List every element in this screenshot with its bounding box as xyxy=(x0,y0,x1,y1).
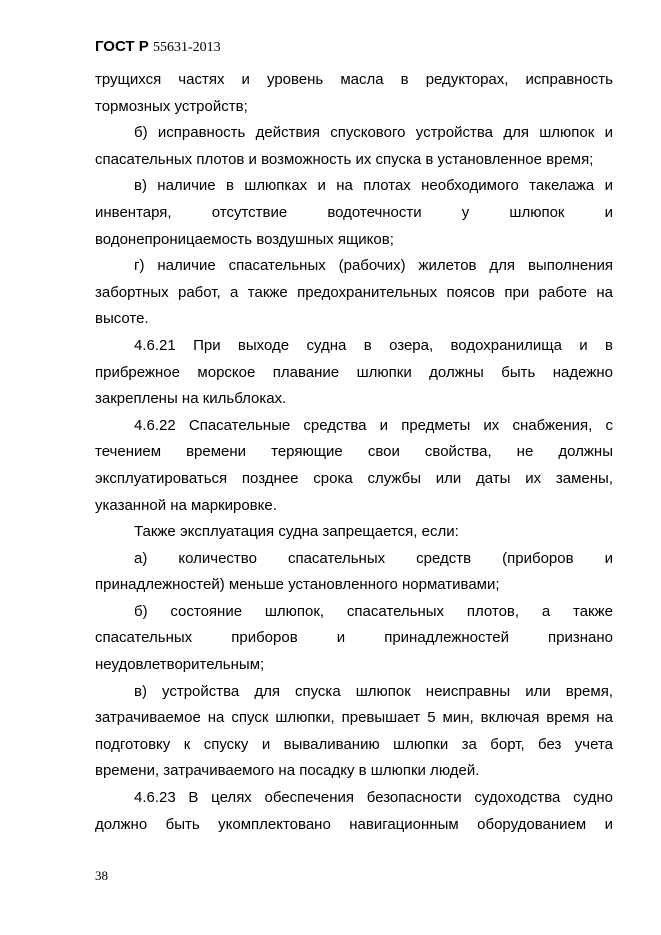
text-line: 4.6.22 Спасательные средства и предметы их снабжения, с xyxy=(134,416,613,434)
text-line: Также эксплуатация судна запрещается, если: xyxy=(134,523,459,541)
text-line: указанной на маркировке. xyxy=(95,496,277,514)
text-line: эксплуатироваться позднее срока службы или даты их замены, xyxy=(95,469,613,487)
text-line: трущихся частях и уровень масла в редукторах, исправность xyxy=(95,71,613,88)
text-line: г) наличие спасательных (рабочих) жилетов для выполнения xyxy=(134,257,613,275)
text-line: тормозных устройств; xyxy=(95,97,248,115)
text-line: инвентаря, отсутствие водотечности у шлюпок и xyxy=(95,203,613,221)
text-line: б) исправность действия спускового устройства для шлюпок и xyxy=(134,124,613,142)
text-line: неудовлетворительным; xyxy=(95,656,265,674)
text-line: должно быть укомплектовано навигационным оборудованием и xyxy=(95,815,613,833)
text-line: затрачиваемое на спуск шлюпки, превышает 5 мин, включая время на xyxy=(95,709,613,727)
text-line: б) состояние шлюпок, спасательных плотов, а также xyxy=(134,602,613,620)
text-line: закреплены на кильблоках. xyxy=(95,390,287,408)
text-line: в) наличие в шлюпках и на плотах необходимого такелажа и xyxy=(134,177,613,195)
text-line: а) количество спасательных средств (приборов и xyxy=(134,549,613,567)
text-line: спасательных приборов и принадлежностей признано xyxy=(95,629,613,647)
page-number: 38 xyxy=(95,868,108,883)
text-line: 4.6.23 В целях обеспечения безопасности судоходства судно xyxy=(134,789,613,807)
standard-number: 55631-2013 xyxy=(152,40,221,55)
text-line: времени, затрачиваемого на посадку в шлюпки людей. xyxy=(95,762,480,780)
text-line: прибрежное морское плавание шлюпки должны быть надежно xyxy=(95,363,613,381)
standard-designation: ГОСТ Р xyxy=(95,38,149,55)
text-line: 4.6.21 При выходе судна в озера, водохранилища и в xyxy=(134,336,613,354)
text-line: течением времени теряющие свои свойства, не должны xyxy=(95,443,613,461)
text-line: водонепроницаемость воздушных ящиков; xyxy=(95,230,394,248)
text-line: принадлежностей) меньше установленного нормативами; xyxy=(95,576,500,594)
document-body xyxy=(95,67,613,838)
text-line: спасательных плотов и возможность их спуска в установленное время; xyxy=(95,150,594,168)
page-header xyxy=(95,38,221,56)
text-line: высоте. xyxy=(95,310,149,328)
text-line: забортных работ, а также предохранительных поясов при работе на xyxy=(95,283,613,301)
text-line: в) устройства для спуска шлюпок неисправны или время, xyxy=(134,682,613,700)
text-line: подготовку к спуску и вываливанию шлюпки за борт, без учета xyxy=(95,735,613,753)
